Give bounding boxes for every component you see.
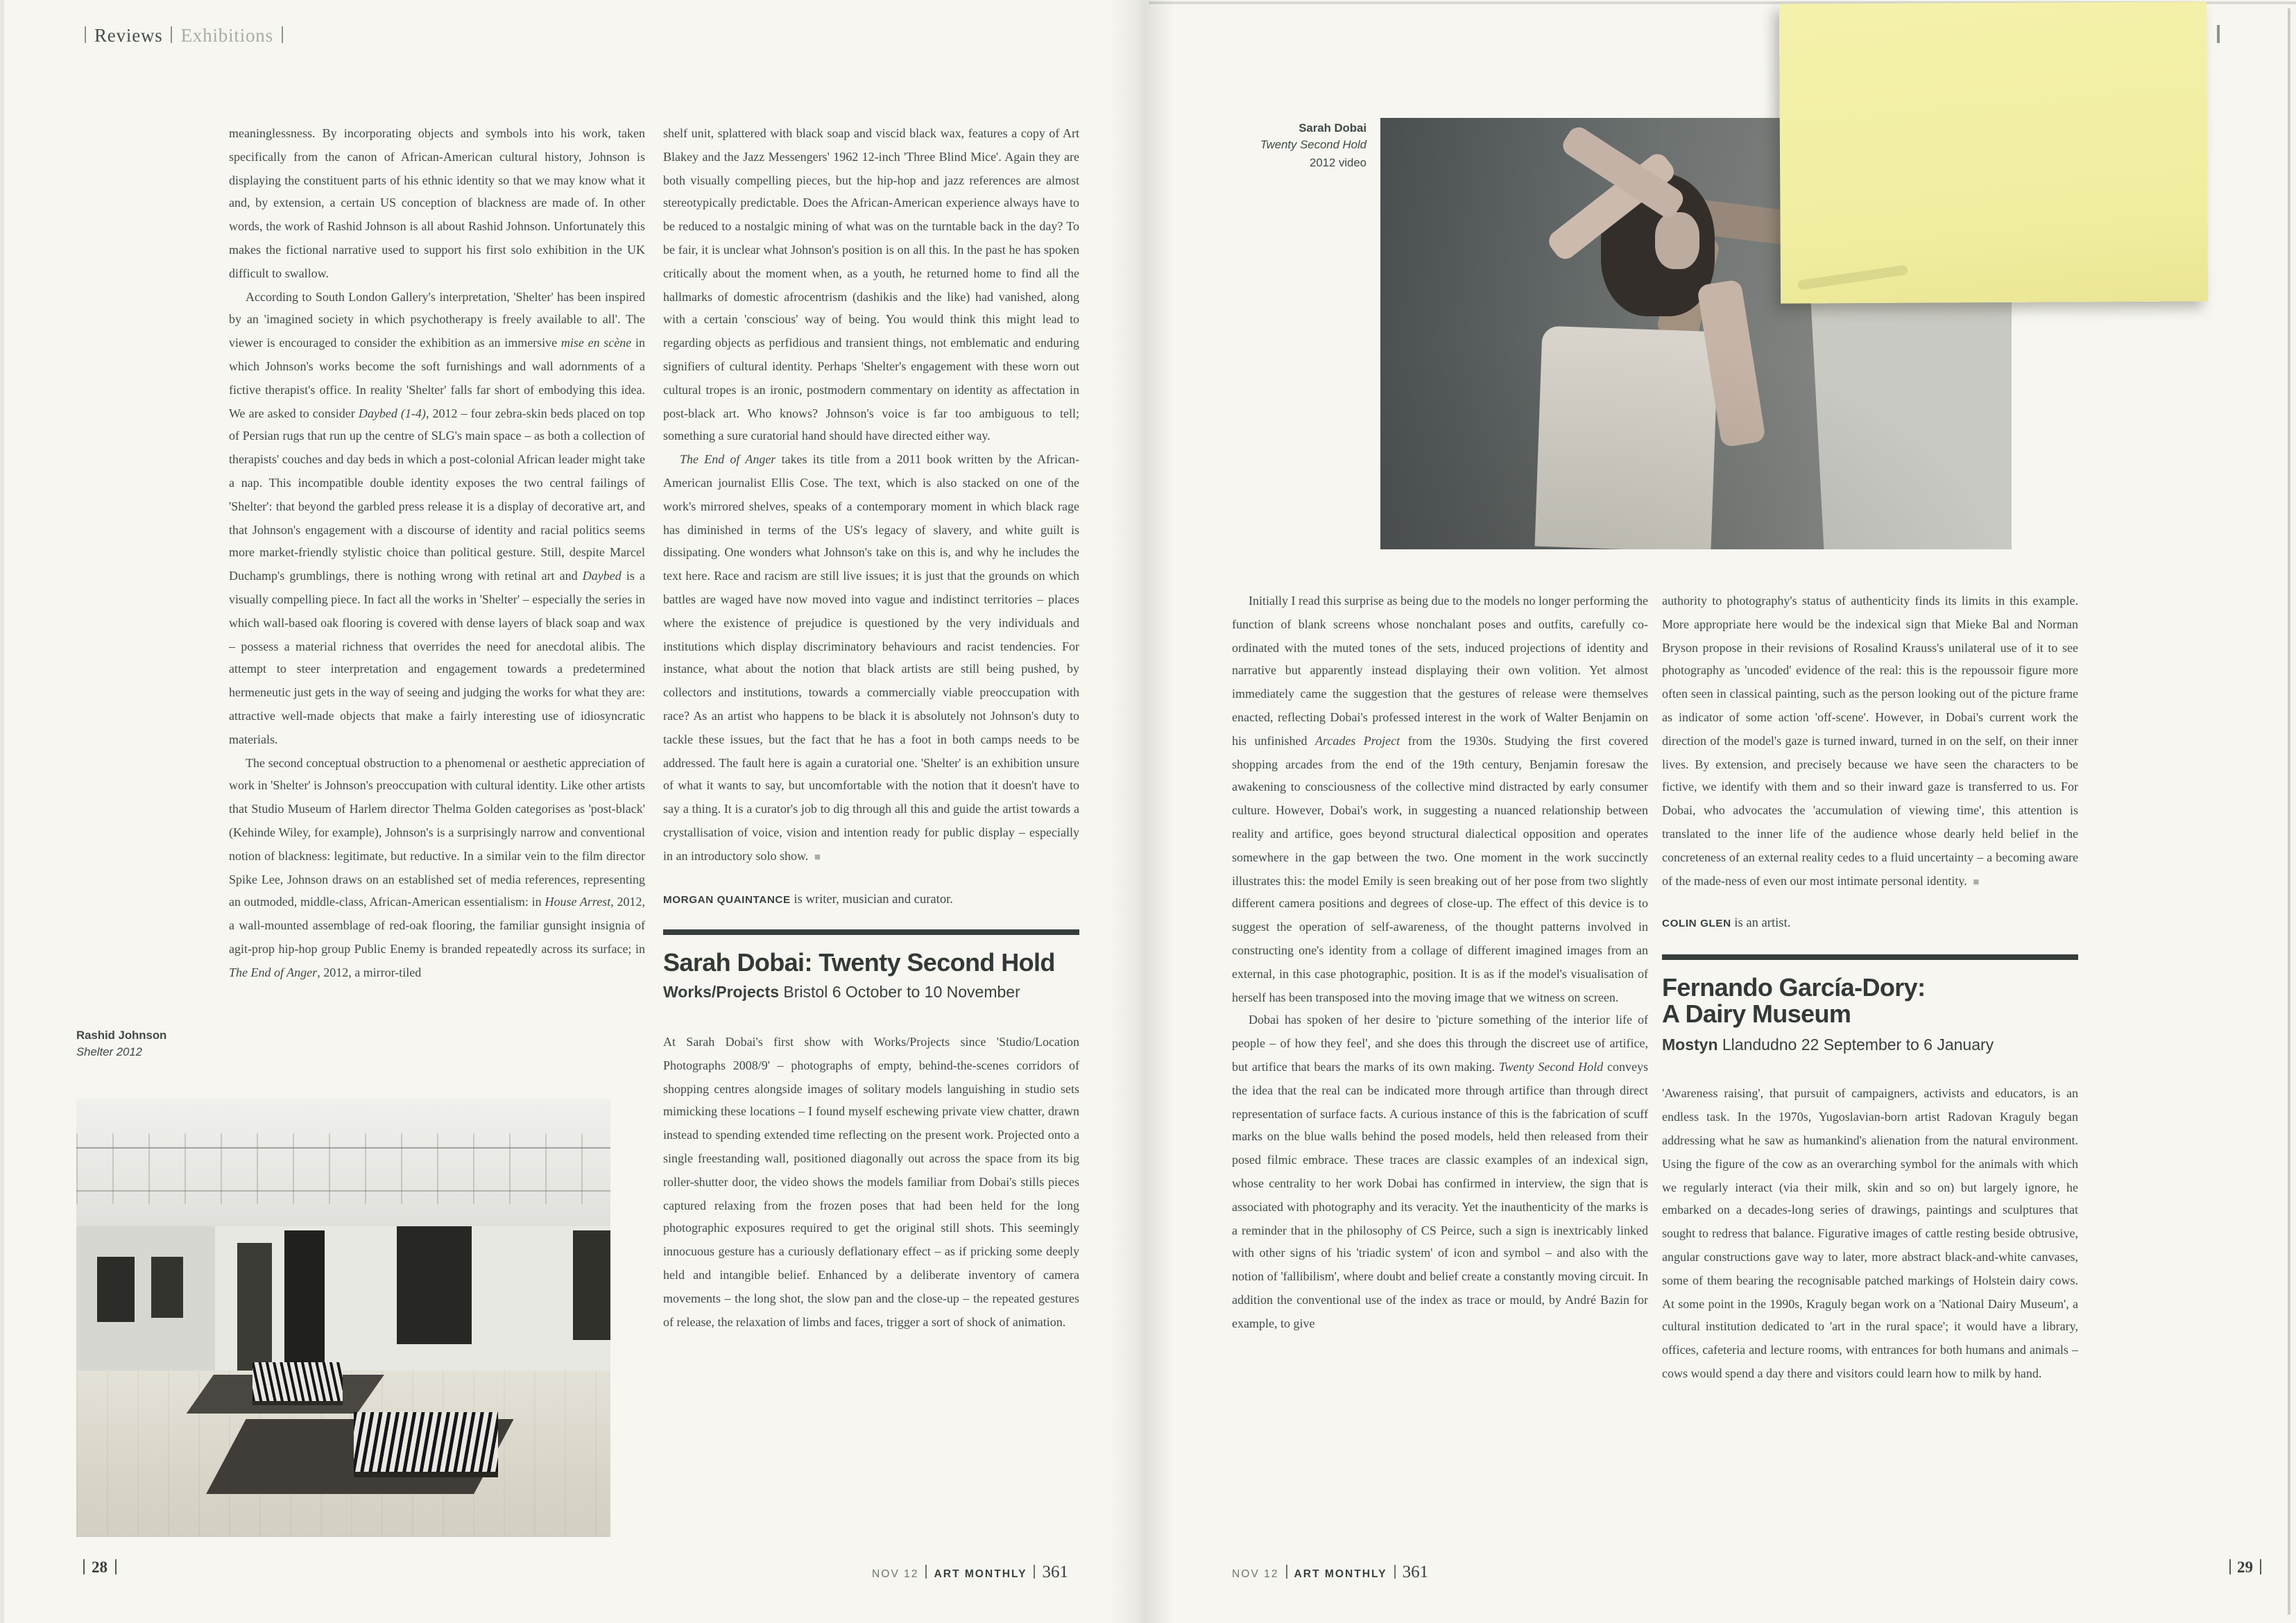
zebra-daybed (354, 1412, 498, 1477)
divider-bar (171, 26, 173, 43)
image-caption (76, 1027, 166, 1060)
page-number (76, 1559, 123, 1577)
gallery-doorway (237, 1244, 271, 1371)
article-body (663, 122, 1079, 869)
divider-bar (1034, 1565, 1036, 1579)
dark-panel-artwork (284, 1230, 325, 1375)
divider-bar (114, 1559, 116, 1574)
paragraph: authority to photography's status of authenticity finds its limits in this example. More appropriate here would be the indexical sign that Mieke Bal and Norman Bryson propose in their revisions of Rosalind Krauss's unilateral use of it to see photography as 'uncoded' evidence of the real: this is the repoussoir figure more often seen in classical painting, such as the person looking out of the picture frame as indicator of some action 'off-scene'. However, in Dobai's current work the direction of the model's gaze is turned inward, turned in on the self, on their inner lives. By extension, and precisely because we have seen the characters to be fictive, we identify with them and so their inward gaze is transferred to us. For Dobai, who advocates the 'accumulation of viewing time', this attention is translated to the inner life of the audience whose dearly held belief in the concreteness of an external reality cedes to a fluid uncertainty – a becoming aware of the made-ness of even our most intimate personal identity. ■ (1662, 594, 2078, 888)
author-role: is writer, musician and curator. (790, 893, 953, 907)
zebra-daybed (252, 1362, 343, 1405)
section-exhibitions-label: Exhibitions (180, 25, 273, 46)
page-edge (2288, 8, 2290, 1615)
paragraph: The second conceptual obstruction to a phenomenal or aesthetic appreciation of work in 'Shelter' is Johnson's preoccupation with cultural identity. Like other artists that Studio Museum of Harlem director Thelma Golden categorises as 'post-black' (Kehinde Wiley, for example), Johnson's is a surprisingly narrow and conventional notion of blackness: legitimate, but reductive. In a similar vein to the film director Spike Lee, Johnson draws on an established set of media references, representing an outmoded, middle-class, African-American essentialism: in House Arrest, 2012, a wall-mounted assemblage of red-oak flooring, the familiar gunsight insignia of agit-prop hip-hop group Public Enemy is branded repeatedly across its surface; in The End of Anger, 2012, a mirror-tiled (229, 755, 645, 979)
caption-work: Shelter 2012 (76, 1045, 142, 1059)
caption-artist: Sarah Dobai (1299, 121, 1367, 135)
article-subtitle (663, 983, 1079, 1006)
issue-month: NOV 12 (1232, 1568, 1279, 1580)
venue-dates: Bristol 6 October to 10 November (779, 985, 1020, 1002)
page-number-value: 29 (2237, 1560, 2253, 1577)
gallery-roof-truss (76, 1134, 610, 1204)
caption-artist: Rashid Johnson (76, 1028, 167, 1042)
section-reviews-label: Reviews (94, 25, 163, 46)
article-body (663, 1031, 1079, 1334)
issue-month: NOV 12 (871, 1568, 919, 1580)
issue-number: 361 (1042, 1562, 1068, 1581)
page-number (2171, 1559, 2268, 1577)
article-title (1662, 974, 2078, 1029)
venue-name: Mostyn (1662, 1037, 1718, 1054)
article-title-line2: A Dairy Museum (1662, 1000, 1851, 1029)
paragraph: At Sarah Dobai's first show with Works/Projects since 'Studio/Location Photographs 2008/9' – photographs of empty, behind-the-scenes corridors of shopping centres alongside images of solitary models languishing in studio sets mimicking these locations – I found myself eschewing private view chatter, drawn instead to spending extended time reflecting on the present work. Projected onto a single freestanding wall, positioned diagonally out across the space from its big roller-shutter door, the video shows the models familiar from Dobai's stills pieces captured relaxing from the frozen poses that had been held for the long photographic exposures required to get the original still shots. This seemingly innocuous gesture has a curiously deflationary effect – as if pricking some deeply held and intangible belief. Enhanced by a deliberate inventory of camera movements – the long shot, the slow pan and the close-up – the repeated gestures of release, the relaxation of limbs and faces, trigger a sort of shock of animation. (663, 1035, 1079, 1329)
page-edge (0, 0, 4, 1623)
article-column-2 (663, 122, 1079, 1545)
paragraph: meaninglessness. By incorporating objects and symbols into his work, taken specifically from the canon of African-American cultural history, Johnson is displaying the constituent parts of his ethnic identity so that we may know what it and, by extension, a certain US conception of blackness are made of. In other words, the work of Rashid Johnson is all about Rashid Johnson. Unfortunately this makes the fictional narrative used to support his first solo exhibition in the UK difficult to swallow. (229, 126, 645, 280)
divider-bar (85, 26, 86, 43)
divider-bar (2229, 1559, 2230, 1574)
venue-dates: Llandudno 22 September to 6 January (1717, 1037, 1994, 1054)
paragraph: The End of Anger takes its title from a 2011 book written by the African-American journalist Ellis Cose. The text, which is also stacked on one of the work's mirrored shelves, speaks of a contemporary moment in which black rage has diminished in terms of the US's legacy of slavery, and white guilt is dissipating. One wonders what Johnson's take on this is, and why he includes the text here. Race and racism are still live issues; it is just that the grounds on which battles are waged have now moved into vague and indistinct territories – places where the existence of prejudice is questioned by the very individuals and institutions which display discriminatory behaviours and racist tendencies. For instance, what about the notion that black artists are still being pushed, by collectors and institutions, towards a commercially viable preoccupation with race? As an artist who happens to be black it is absolutely not Johnson's duty to tackle these issues, but the fact that he has a foot in both camps needs to be addressed. The fault here is again a curatorial one. 'Shelter' is an exhibition unsure of what it wants to say, but uncomfortable with the notion that it doesn't have to say a thing. It is a curator's job to dig through all this and guide the artist towards a crystallisation of voice, vision and intention ready for public display – especially in an introductory solo show. ■ (663, 452, 1079, 863)
article-body (1662, 1083, 2078, 1386)
divider-bar (925, 1565, 927, 1579)
journal-footer (1232, 1559, 1428, 1581)
journal-name: ART MONTHLY (934, 1568, 1027, 1580)
article-column-4 (1662, 590, 2078, 1547)
divider-bar (2260, 1559, 2261, 1574)
caption-work: Twenty Second Hold (1260, 137, 1367, 152)
article-body (1662, 590, 2078, 894)
author-byline (663, 887, 1079, 912)
divider-bar (1394, 1565, 1396, 1579)
issue-number: 361 (1402, 1562, 1429, 1581)
article-column-3 (1232, 590, 1648, 1547)
article-divider-rule (663, 930, 1079, 935)
section-header (76, 25, 291, 47)
paragraph: According to South London Gallery's interpretation, 'Shelter' has been inspired by an 'imagined society in which psychotherapy is freely available to all'. The viewer is encouraged to consider the exhibition as an immersive mise en scène in which Johnson's works become the soft furnishings and wall adornments of a fictive therapist's office. In reality 'Shelter' falls far short of embodying this idea. We are asked to consider Daybed (1-4), 2012 – four zebra-skin beds placed on top of Persian rugs that run up the centre of SLG's main space – as both a collection of therapists' couches and day beds in which a post-colonial African leader might take a nap. This incompatible double identity exposes the two central failings of 'Shelter': that beyond the garbled press release it is a display of decorative art, and that Johnson's engagement with a discourse of identity and racial politics seems more market-friendly stylistic choice than political gesture. Still, despite Marcel Duchamp's grumblings, there is nothing wrong with retinal art and Daybed is a visually compelling piece. In fact all the works in 'Shelter' – especially the series in which wall-based oak flooring is covered with dense layers of black soap and wax – possess a material richness that overrides the need for anecdotal alibis. The attempt to steer interpretation and engagement towards a predetermined hermeneutic just gets in the way of seeing and judging the works for what they are: attractive well-made objects that make a fairly interesting use of idiosyncratic materials. (229, 289, 645, 746)
article-title-line1: Fernando García-Dory: (1662, 973, 1926, 1002)
sticky-note[interactable] (1779, 1, 2208, 303)
image-caption (1103, 119, 1367, 171)
paragraph: Initially I read this surprise as being due to the models no longer performing the function of blank screens whose nonchalant poses and outfits, carefully co-ordinated with the muted tones of the sets, induced projections of identity and narrative but apparently instead displaying their own volition. Yet almost immediately came the suggestion that the gestures of release were themselves enacted, reflecting Dobai's professed interest in the work of Walter Benjamin on his unfinished Arcades Project from the 1930s. Studying the first covered shopping arcades from the end of the 19th century, Benjamin foresaw the awakening to consciousness of the collective mind distracted by early consumer culture. However, Dobai's work, in suggesting a nuanced relationship between reality and artifice, goes beyond structural dialectical opposition and operates somewhere in the gap between the two. One moment in the work succinctly illustrates this: the model Emily is seen breaking out of her pose from two slightly different camera positions and degrees of close-up. The effect of this device is to suggest the operation of self-awareness, of the thought patterns involved in constructing one's identity from a collage of different imagined images from an external, in this case photographic, position. It is as if the model's visualisation of herself has been transposed into the moving image that we witness on screen. (1232, 594, 1648, 1004)
caption-medium: 2012 video (1310, 155, 1367, 169)
author-name: COLIN GLEN (1662, 917, 1731, 930)
venue-name: Works/Projects (663, 985, 780, 1002)
article-divider-rule (1662, 954, 2078, 959)
page-number-value: 28 (92, 1560, 108, 1577)
paragraph: shelf unit, splattered with black soap and viscid black wax, features a copy of Art Blakey and the Jazz Messengers' 1962 12-inch 'Three Blind Mice'. Again they are both visually compelling pieces, but the hip-hop and jazz references are almost stereotypically predictable. Does the African-American experience always have to be reduced to a nostalgic mining of what was on the turntable back in the day? To be fair, it is unclear what Johnson's position is on all this. In the past he has spoken critically about the moment when, as a youth, he returned home to find all the hallmarks of domestic afrocentrism (dashikis and the like) had vanished, along with a certain 'conscious' way of being. You would think this might lead to regarding objects as perfidious and transient things, not emblematic and enduring signifiers of cultural identity. Perhaps 'Shelter's engagement with these worn out cultural tropes is an ironic, postmodern commentary on identity as affectation in post-black art. Who knows? Johnson's voice is far too ambiguous to tell; something a sure curatorial hand should have directed either way. (663, 126, 1079, 443)
journal-name: ART MONTHLY (1294, 1568, 1387, 1580)
author-byline (1662, 912, 2078, 937)
wall-artwork (151, 1257, 183, 1318)
dark-panel-artwork (573, 1230, 610, 1340)
divider-bar (282, 26, 283, 43)
page-fold-shadow (1110, 0, 1174, 1623)
article-column-1 (229, 122, 645, 1104)
journal-footer (777, 1559, 1068, 1581)
article-subtitle (1662, 1034, 2078, 1058)
dark-panel-artwork (397, 1226, 472, 1344)
article-title: Sarah Dobai: Twenty Second Hold (663, 948, 1055, 977)
author-role: is an artist. (1731, 917, 1791, 931)
author-name: MORGAN QUAINTANCE (663, 893, 791, 905)
paragraph: 'Awareness raising', that pursuit of campaigners, activists and educators, is an endless task. In the 1970s, Yugoslavian-born artist Radovan Kraguly began addressing what he saw as humankind's alienation from the natural environment. Using the figure of the cow as an overarching symbol for the animals with which we regularly interact (via their milk, skin and so on) but largely ignore, he embarked on a decades-long series of drawings, paintings and sculptures that sought to redress that balance. Figurative images of cattle resting beside obtrusive, angular constructions gave way to later, more abstract black-and-white canvases, some of them bearing the recognisable patched markings of Holstein dairy cows. At some point in the 1990s, Kraguly began work on a 'National Dairy Museum', a cultural institution dedicated to 'art in the rural space'; it would have a library, offices, cafeteria and lecture rooms, with entrances for both humans and animals – cows would spend a day there and visitors could learn how to milk by hand. (1662, 1086, 2078, 1381)
paragraph: Dobai has spoken of her desire to 'picture something of the interior life of people – of how they feel', and she does this through the discreet use of artifice, but artifice that bears the marks of its own making. Twenty Second Hold conveys the idea that the real can be indicated more through artifice than through direct representation of surface facts. A curious instance of this is the fabrication of scuff marks on the blue walls behind the posed models, held then released from their posed filmic embrace. These traces are classic examples of an indexical sign, whose centrality to her work Dobai has confirmed in interview, the sign that is associated with photography and its veracity. Yet the inauthenticity of the marks is a reminder that in the philosophy of CS Peirce, such a sign is inextricably linked with other signs of his 'triadic system' of icon and symbol – and also with the notion of 'fallibilism', where doubt and belief create a constantly moving circuit. In addition the conventional use of the index as trace or mould, by André Bazin for example, to give (1232, 1013, 1648, 1330)
divider-bar (83, 1559, 85, 1574)
header-edge-bar (2217, 25, 2219, 43)
installation-photo (76, 1099, 610, 1537)
divider-bar (1286, 1565, 1287, 1579)
wall-artwork (98, 1257, 135, 1323)
